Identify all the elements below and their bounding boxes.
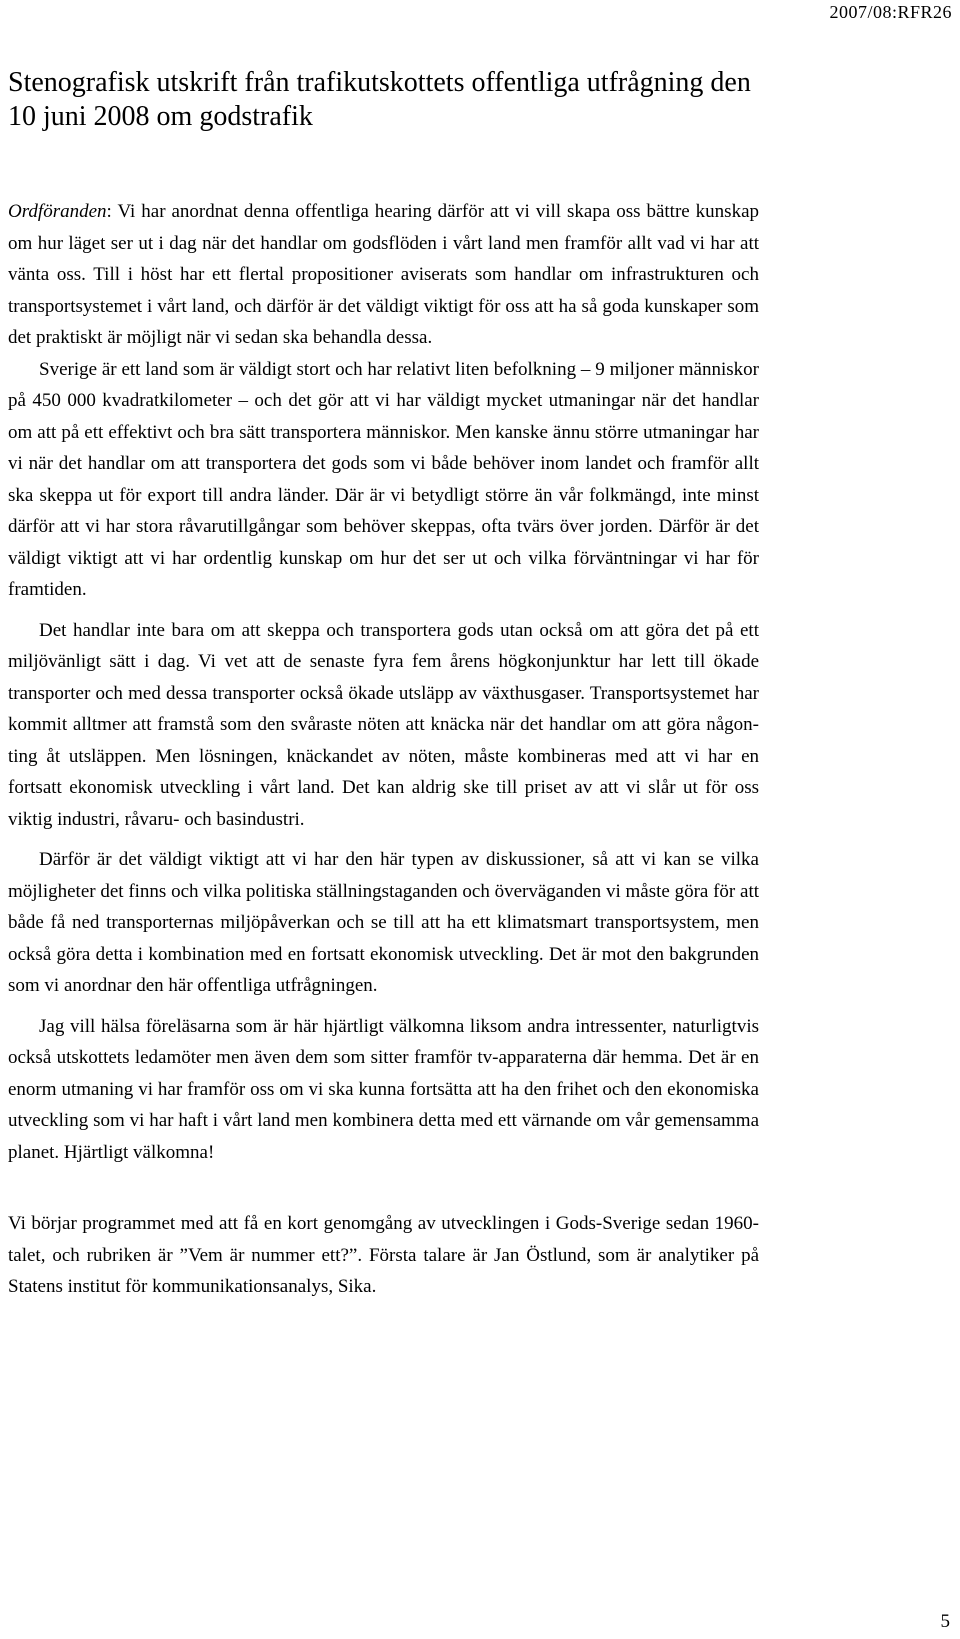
document-id: 2007/08:RFR26 <box>829 2 952 22</box>
page-title: Stenografisk utskrift från trafikutskottets offentliga utfrågning den 10 juni 2008 om godstrafik <box>8 67 751 132</box>
speaker-name: Ordföranden <box>8 201 107 222</box>
paragraph-4: Därför är det väldigt viktigt att vi har den här typen av diskussioner, så att vi kan se vilka möjligheter det finns och vilka politiska ställningstaganden och överväganden vi måste göra för att både få ned transporternas miljöpåverkan och se till att ha ett klimatsmart transportsystem, men också göra detta i kombination med en fortsatt ekonomisk utveckling. Det är mot den bakgrunden som vi anordnar den här offentliga utfrågningen. <box>8 849 759 996</box>
page-number: 5 <box>940 1611 950 1632</box>
paragraph-6: Vi börjar programmet med att få en kort genomgång av utvecklingen i Gods-Sverige sedan 1960-talet, och rubriken är ”Vem är nummer ett?”. Första talare är Jan Östlund, som är analytiker på Statens institut för kommunikationsanalys, Sika. <box>8 1213 759 1297</box>
paragraph-1-text: Vi har anordnat denna offentliga hearing därför att vi vill skapa oss bättre kunskap om hur läget ser ut i dag när det handlar om godsflöden i vårt land men framför allt vad vi har att vänta oss. Till i höst har ett flertal propositioner aviserats som handlar om infrastrukturen och transportsystemet i vårt land, och därför är det väldigt viktigt för oss att ha så goda kunskaper som det praktiskt är möjligt när vi sedan ska behandla dessa. <box>8 201 760 348</box>
paragraph-2: Sverige är ett land som är väldigt stort och har relativt liten befolkning – 9 miljoner människor på 450 000 kvadratkilometer – och det gör att vi har väldigt mycket utmaningar när det handlar om att på ett effektivt och bra sätt transportera människor. Men kanske ännu större utmaningar har vi när det handlar om att transportera det gods som vi både behöver inom landet och framför allt ska skeppa ut för export till andra länder. Där är vi betydligt större än vår folkmängd, inte minst därför att vi har stora råvarutillgångar som behöver skeppas, ofta tvärs över jorden. Därför är det väldigt viktigt att vi har ordentlig kunskap om hur det ser ut och vilka förväntningar vi har för framtiden. <box>8 358 759 600</box>
speaker-separator: : <box>106 201 118 222</box>
transcript-body <box>8 196 759 1303</box>
paragraph-5: Jag vill hälsa föreläsarna som är här hjärtligt välkomna liksom andra intressenter, naturligtvis också utskottets ledamöter men även dem som sitter framför tv-apparaterna där hemma. Det är en enorm utmaning vi har framför oss om vi ska kunna fortsätta att ha den frihet och den ekonomiska utveckling som vi har haft i vårt land men kombinera detta med ett värnande om vår gemensamma planet. Hjärtligt välkomna! <box>8 1015 759 1163</box>
paragraph-1 <box>8 196 759 354</box>
paragraph-3: Det handlar inte bara om att skeppa och transportera gods utan också om att göra det på ett miljövänligt sätt i dag. Vi vet att de senaste fyra fem årens högkonjunktur har lett till ökade transporter och med dessa transporter också ökade utsläpp av växthusgaser. Transportsystemet har kommit alltmer att framstå som den svåraste nöten att knäcka när det handlar om att göra någonting åt utsläppen. Men lösningen, knäckandet av nöten, måste kombineras med att vi har en fortsatt ekonomisk utveckling i vårt land. Det kan aldrig ske till priset av att vi slår ut för oss viktig industri, råvaru- och basindustri. <box>8 619 759 830</box>
